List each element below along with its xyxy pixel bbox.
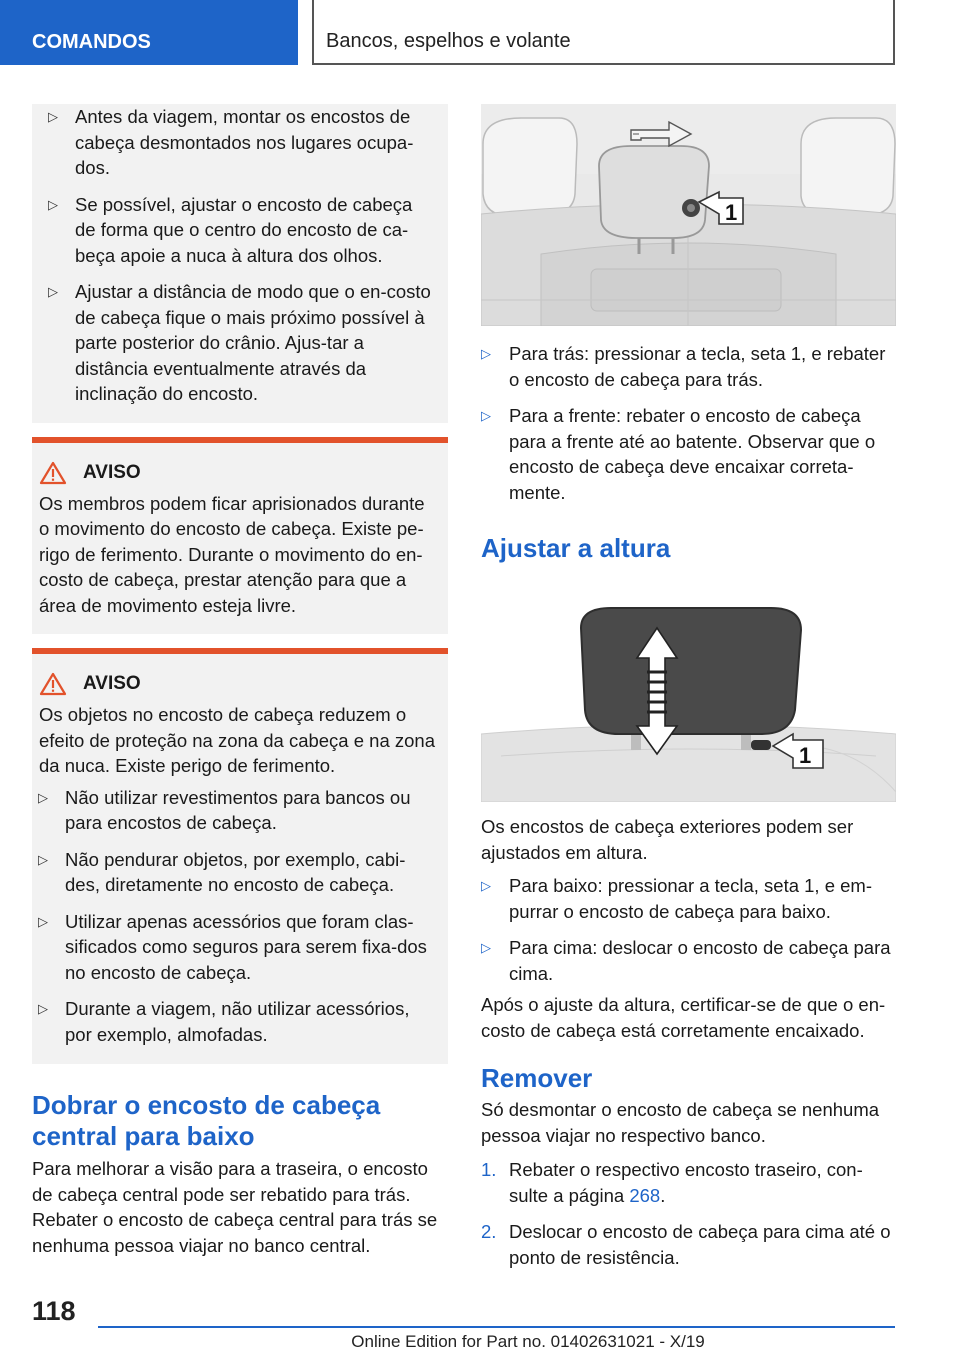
warning-triangle-icon <box>39 461 67 485</box>
step-text-end: . <box>660 1184 666 1206</box>
left-column <box>32 104 448 1258</box>
list-item: ▷ Utilizar apenas acessórios que foram clas-sificados como seguros para serem fixa-dos no encosto de cabeça. <box>32 909 440 986</box>
chapter-title: Bancos, espelhos e volante <box>326 30 571 52</box>
warning-box-2 <box>32 648 448 1064</box>
warning-title: AVISO <box>83 461 141 483</box>
list-item: ▷ Durante a viagem, não utilizar acessórios, por exemplo, almofadas. <box>32 996 440 1047</box>
list-item <box>481 1219 896 1270</box>
list-item: ▷ Se possível, ajustar o encosto de cabeça de forma que o centro do encosto de ca-beça apoie a nuca à altura dos olhos. <box>42 192 438 269</box>
height-intro: Os encostos de cabeça exteriores podem ser ajustados em altura. <box>481 816 854 863</box>
right-column <box>481 104 896 1281</box>
list-item: ▷ Para a frente: rebater o encosto de cabeça para a frente até ao batente. Observar que o encosto de cabeça deve encaixar correta-mente. <box>481 403 896 505</box>
section-heading-height: Ajustar a altura <box>481 533 671 563</box>
warning-text: Os membros podem ficar aprisionados durante o movimento do encosto de cabeça. Existe pe-rigo de ferimento. Durante o movimento do en-costo de cabeça, prestar atenção para que a área de movimento esteja livre. <box>39 492 425 616</box>
callout-label: 1 <box>799 743 812 768</box>
list-item: ▷ Antes da viagem, montar os encostos de cabeça desmontados nos lugares ocupa-dos. <box>42 104 438 181</box>
header-divider <box>312 0 314 65</box>
warning-header <box>39 672 440 696</box>
warning-box-1 <box>32 437 448 635</box>
height-adjust-figure <box>481 606 896 802</box>
header-divider-right <box>893 0 895 65</box>
callout-label: 1 <box>725 200 738 225</box>
tips-box <box>32 104 448 423</box>
step-text: Deslocar o encosto de cabeça para cima até o ponto de resistência. <box>509 1221 891 1268</box>
section-label: COMANDOS <box>32 31 151 53</box>
fold-steps-list <box>481 341 896 505</box>
step-number: 1. <box>481 1159 497 1180</box>
warning-title: AVISO <box>83 673 141 694</box>
page-link[interactable]: 268 <box>629 1184 661 1206</box>
height-after: Após o ajuste da altura, certificar-se de que o en-costo de cabeça está corretamente encaixado. <box>481 994 886 1041</box>
list-item: ▷ Para cima: deslocar o encosto de cabeça para cima. <box>481 935 896 986</box>
warning-text: Os objetos no encosto de cabeça reduzem o efeito de proteção na zona da cabeça e na zona da nuca. Existe perigo de ferimento. <box>39 704 435 776</box>
page-number: 118 <box>32 1296 76 1326</box>
remove-intro: Só desmontar o encosto de cabeça se nenhuma pessoa viajar no respectivo banco. <box>481 1099 880 1146</box>
list-item: ▷ Ajustar a distância de modo que o en-costo de cabeça fique o mais próximo possível à parte posterior do crânio. Ajus-tar a distância eventualmente através da inclinação do encosto. <box>42 279 438 407</box>
list-item: ▷ Não pendurar objetos, por exemplo, cabi-des, diretamente no encosto de cabeça. <box>32 847 440 898</box>
fold-text: Para melhorar a visão para a traseira, o encosto de cabeça central pode ser rebatido para trás. Rebater o encosto de cabeça central para trás se nenhuma pessoa viajar no banco central. <box>32 1158 438 1256</box>
rear-headrest-figure <box>481 104 896 326</box>
section-tab <box>0 0 298 65</box>
section-heading-fold: Dobrar o encosto de cabeça central para baixo <box>32 1090 381 1151</box>
list-item: ▷ Para baixo: pressionar a tecla, seta 1, e em-purrar o encosto de cabeça para baixo. <box>481 873 896 924</box>
warning-header <box>39 461 440 485</box>
footer-rule <box>98 1326 895 1328</box>
height-list <box>481 873 896 986</box>
warning-list <box>32 785 440 1048</box>
list-item: ▷ Não utilizar revestimentos para bancos ou para encostos de cabeça. <box>32 785 440 836</box>
section-heading-remove: Remover <box>481 1063 593 1093</box>
step-text: Rebater o respectivo encosto traseiro, con-sulte a página <box>509 1159 863 1206</box>
warning-triangle-icon <box>39 672 67 696</box>
tips-list <box>42 104 438 407</box>
list-item <box>481 1157 896 1208</box>
edition-text: Online Edition for Part no. 01402631021 - X/19 <box>351 1332 705 1351</box>
remove-steps <box>481 1157 896 1270</box>
list-item: ▷ Para trás: pressionar a tecla, seta 1, e rebater o encosto de cabeça para trás. <box>481 341 896 392</box>
step-number: 2. <box>481 1221 497 1242</box>
header-underline <box>312 63 895 65</box>
